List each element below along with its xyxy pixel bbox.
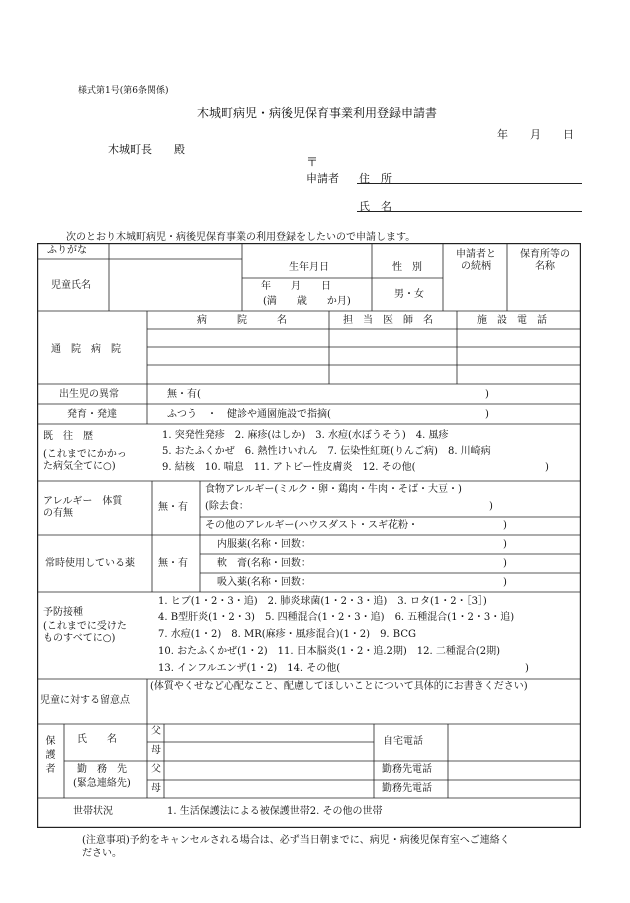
mother-name-field[interactable]: [166, 743, 372, 759]
notes-label: 児童に対する留意点: [40, 695, 130, 706]
footer-note-line2: ださい。: [82, 848, 122, 859]
relation-label: 申請者と の続柄: [456, 249, 496, 272]
address-label: 住 所: [359, 172, 392, 185]
allergy-yesno[interactable]: 無・有: [158, 502, 188, 513]
vaccination-line-3[interactable]: 7. 水痘(1・2) 8. MR(麻疹・風疹混合)(1・2) 9. BCG: [158, 629, 416, 640]
inhaler[interactable]: 吸入薬(名称・回数：: [217, 577, 311, 588]
hospital-label: 通 院 病 院: [51, 344, 121, 355]
ointment-close: ): [503, 558, 507, 569]
household-label: 世帯状況: [73, 806, 113, 817]
footer-note-line1: (注意事項)予約をキャンセルされる場合は、必ず当日朝までに、病児・病後児保育室へご連絡く: [82, 835, 510, 846]
history-line-3[interactable]: 9. 結核 10. 喘息 11. アトピー性皮膚炎 12. その他(: [162, 462, 416, 473]
father-work-phone-label: 勤務先電話: [382, 764, 432, 775]
father-name-field[interactable]: [166, 725, 372, 741]
internal-close: ): [503, 539, 507, 550]
birth-abnormal-field[interactable]: 無・有(: [167, 389, 201, 400]
notes-prompt: (体質やくせなど心配なこと、配慮してほしいことについて具体的にお書きください): [150, 681, 528, 692]
vaccination-line-1[interactable]: 1. ヒブ(1・2・3・追) 2. 肺炎球菌(1・2・3・追) 3. ロタ(1・2・［3］): [158, 596, 487, 607]
vaccination-note: (これまでに受けた ものすべてに○): [43, 621, 127, 644]
child-name-label: 児童氏名: [51, 280, 91, 291]
facility-phone-header: 施 設 電 話: [477, 315, 547, 326]
vaccination-close: ): [525, 663, 529, 674]
history-line-1[interactable]: 1. 突発性発疹 2. 麻疹(はしか) 3. 水痘(水ぼうそう) 4. 風疹: [162, 430, 449, 441]
hospital-name-header: 病 院 名: [197, 315, 287, 326]
history-note: (これまでにかかっ た病気全てに○): [43, 449, 127, 472]
father-work-label: 父: [151, 764, 161, 775]
vaccination-label: 予防接種: [43, 607, 83, 618]
medicine-yesno[interactable]: 無・有: [158, 558, 188, 569]
history-close: ): [545, 462, 549, 473]
mother-work-label: 母: [151, 783, 161, 794]
postal-mark: 〒: [306, 155, 319, 169]
furigana-label: ふりがな: [47, 245, 87, 256]
home-phone-field[interactable]: [450, 725, 579, 760]
application-form: [37, 243, 581, 828]
other-allergy-close: ): [503, 520, 507, 531]
food-allergy[interactable]: 食物アレルギー(ミルク・卵・鶏肉・牛肉・そば・大豆・): [205, 484, 462, 495]
birth-date-label: 生年月日: [289, 262, 329, 273]
page-title: 木城町病児・病後児保育事業利用登録申請書: [197, 106, 438, 120]
sex-label: 性 別: [392, 262, 422, 273]
age-field[interactable]: (満 歳 か月): [263, 296, 351, 307]
workplace-note: (緊急連絡先): [73, 778, 131, 789]
internal-medicine[interactable]: 内服薬(名称・回数：: [217, 539, 311, 550]
address-field[interactable]: [357, 183, 582, 184]
mother-name-label: 母: [151, 745, 161, 756]
vaccination-line-2[interactable]: 4. B型肝炎(1・2・3) 5. 四種混合(1・2・3・追) 6. 五種混合(1・2・3・追): [158, 612, 515, 623]
mother-work-phone-label: 勤務先電話: [382, 783, 432, 794]
history-line-2[interactable]: 5. おたふくかぜ 6. 熱性けいれん 7. 伝染性紅斑(りんご病) 8. 川崎病: [162, 446, 491, 457]
father-name-label: 父: [151, 726, 161, 737]
workplace-label: 勤 務 先: [77, 764, 127, 775]
removal-diet[interactable]: (除去食：: [205, 501, 249, 512]
child-name-field[interactable]: [111, 261, 241, 309]
intro-text: 次のとおり木城町病児・病後児保育事業の利用登録をしたいので申請します。: [66, 232, 416, 243]
birth-abnormal-label: 出生児の異常: [59, 389, 119, 400]
birth-abnormal-close: ): [485, 389, 489, 400]
inhaler-close: ): [503, 577, 507, 588]
household-options[interactable]: 1. 生活保護法による被保護世帯2. その他の世帯: [167, 806, 383, 817]
vaccination-line-5[interactable]: 13. インフルエンザ(1・2) 14. その他(: [158, 663, 341, 674]
doctor-name-header: 担 当 医 師 名: [343, 315, 433, 326]
form-number: 様式第1号(第6条関係): [78, 86, 169, 96]
guardian-label: 保 護 者: [45, 736, 56, 775]
medicine-label: 常時使用している薬: [45, 558, 135, 569]
development-field[interactable]: ふつう ・ 健診や通園施設で指摘(: [167, 409, 331, 420]
name-label: 氏 名: [359, 200, 392, 213]
allergy-label: アレルギー 体質 の有無: [43, 496, 123, 519]
removal-close: ): [489, 501, 493, 512]
nursery-label: 保育所等の 名称: [520, 249, 570, 272]
notes-field[interactable]: [150, 695, 578, 722]
development-label: 発育・発達: [67, 409, 117, 420]
development-close: ): [485, 409, 489, 420]
other-allergy[interactable]: その他のアレルギー(ハウスダスト・スギ花粉・: [205, 520, 418, 531]
vaccination-line-4[interactable]: 10. おたふくかぜ(1・2) 11. 日本脳炎(1・2・追.2期) 12. 二種混合(2期): [158, 646, 501, 657]
addressee: 木城町長 殿: [108, 143, 185, 156]
sex-select[interactable]: 男・女: [394, 289, 424, 300]
home-phone-label: 自宅電話: [383, 736, 423, 747]
applicant-name-field[interactable]: [357, 211, 582, 212]
date-field[interactable]: 年 月 日: [497, 128, 574, 141]
history-label: 既 往 歴: [43, 431, 93, 442]
furigana-field[interactable]: [111, 244, 241, 258]
ointment[interactable]: 軟 膏(名称・回数：: [217, 558, 311, 569]
applicant-label: 申請者: [306, 172, 339, 185]
guardian-name-label: 氏 名: [77, 734, 117, 745]
birth-date-field[interactable]: 年 月 日: [261, 281, 331, 292]
